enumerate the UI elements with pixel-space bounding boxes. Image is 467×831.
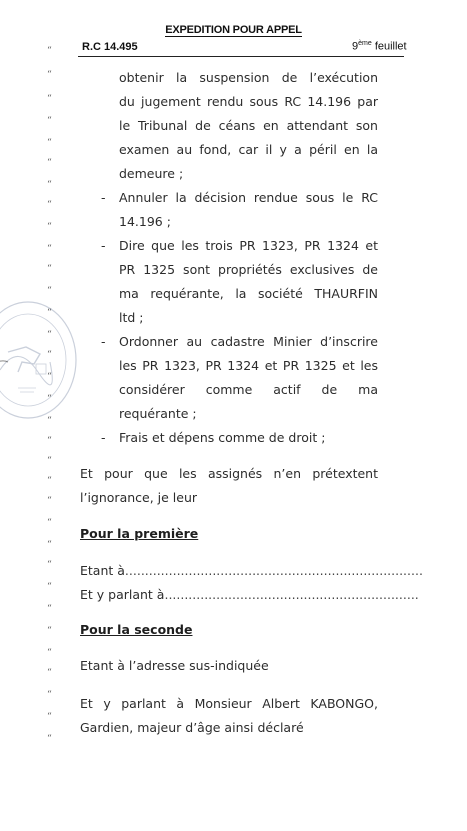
text-line: Et y parlant à Monsieur Albert KABONGO, bbox=[80, 696, 378, 711]
blank-dots: ................................................................ bbox=[164, 587, 419, 602]
ditto-mark: ‘‘ bbox=[47, 286, 51, 296]
text-line: les PR 1323, PR 1324 et PR 1325 et les bbox=[119, 358, 378, 373]
ditto-mark: ‘‘ bbox=[47, 690, 51, 700]
text-line: ltd ; bbox=[119, 310, 144, 325]
ditto-mark: ‘‘ bbox=[47, 180, 51, 190]
ditto-mark: ‘‘ bbox=[47, 94, 51, 104]
bullet-dash: - bbox=[101, 238, 106, 253]
ditto-mark: ‘‘ bbox=[47, 138, 51, 148]
ditto-mark: ‘‘ bbox=[47, 560, 51, 570]
document-title bbox=[0, 24, 467, 36]
text-line: PR 1325 sont propriétés exclusives de bbox=[119, 262, 378, 277]
ditto-mark: ‘‘ bbox=[47, 436, 51, 446]
ditto-mark: ‘‘ bbox=[47, 116, 51, 126]
ditto-mark: ‘‘ bbox=[47, 70, 51, 80]
address-label: Etant à bbox=[80, 563, 125, 578]
text-line: obtenir la suspension de l’exécution bbox=[119, 70, 378, 85]
sheet-number-value: 9 bbox=[352, 40, 359, 53]
ditto-mark: ‘‘ bbox=[47, 394, 51, 404]
ditto-mark: ‘‘ bbox=[47, 518, 51, 528]
header-rule bbox=[78, 56, 404, 57]
sheet-number bbox=[352, 40, 407, 53]
case-number: R.C 14.495 bbox=[82, 41, 138, 53]
ditto-mark: ‘‘ bbox=[47, 456, 51, 466]
text-line: 14.196 ; bbox=[119, 214, 171, 229]
text-line: le Tribunal de céans en attendant son bbox=[119, 118, 378, 133]
ditto-mark: ‘‘ bbox=[47, 582, 51, 592]
ditto-mark: ‘‘ bbox=[47, 540, 51, 550]
ditto-mark: ‘‘ bbox=[47, 626, 51, 636]
sheet-number-word: feuillet bbox=[374, 40, 407, 53]
recipient-label: Et y parlant à bbox=[80, 587, 165, 602]
text-line: Et pour que les assignés n’en prétextent bbox=[80, 466, 378, 481]
address-line bbox=[80, 563, 423, 579]
ditto-mark: ‘‘ bbox=[47, 668, 51, 678]
bullet-dash: - bbox=[101, 334, 106, 349]
sheet-number-suffix: ème bbox=[358, 40, 372, 47]
ditto-mark: ‘‘ bbox=[47, 350, 51, 360]
text-line: considérer comme actif de ma bbox=[119, 382, 378, 397]
official-stamp bbox=[0, 292, 98, 427]
section-title-first: Pour la première bbox=[80, 526, 199, 541]
ditto-mark: ‘‘ bbox=[47, 372, 51, 382]
ditto-mark: ‘‘ bbox=[47, 264, 51, 274]
bullet-dash: - bbox=[101, 430, 106, 445]
ditto-mark: ‘‘ bbox=[47, 222, 51, 232]
ditto-mark: ‘‘ bbox=[47, 496, 51, 506]
ditto-mark: ‘‘ bbox=[47, 244, 51, 254]
ditto-mark: ‘‘ bbox=[47, 476, 51, 486]
bullet-dash: - bbox=[101, 190, 106, 205]
text-line: ma requérante, la société THAURFIN bbox=[119, 286, 378, 301]
blank-dots: ........................................................................... bbox=[124, 563, 423, 578]
text-line: Ordonner au cadastre Minier d’inscrire bbox=[119, 334, 378, 349]
text-line: Frais et dépens comme de droit ; bbox=[119, 430, 326, 445]
ditto-mark: ‘‘ bbox=[47, 200, 51, 210]
text-line: Annuler la décision rendue sous le RC bbox=[119, 190, 378, 205]
document-title-text: EXPEDITION POUR APPEL bbox=[165, 24, 302, 36]
text-line: Dire que les trois PR 1323, PR 1324 et bbox=[119, 238, 378, 253]
section-title-second: Pour la seconde bbox=[80, 622, 193, 637]
text-line: du jugement rendu sous RC 14.196 par bbox=[119, 94, 378, 109]
ditto-mark: ‘‘ bbox=[47, 416, 51, 426]
text-line: Gardien, majeur d’âge ainsi déclaré bbox=[80, 720, 304, 735]
ditto-mark: ‘‘ bbox=[47, 712, 51, 722]
text-line: requérante ; bbox=[119, 406, 197, 421]
ditto-mark: ‘‘ bbox=[47, 46, 51, 56]
ditto-mark: ‘‘ bbox=[47, 734, 51, 744]
ditto-mark: ‘‘ bbox=[47, 330, 51, 340]
ditto-mark: ‘‘ bbox=[47, 158, 51, 168]
ditto-mark: ‘‘ bbox=[47, 308, 51, 318]
ditto-mark: ‘‘ bbox=[47, 604, 51, 614]
recipient-line bbox=[80, 587, 419, 603]
text-line: Etant à l’adresse sus-indiquée bbox=[80, 658, 269, 673]
text-line: examen au fond, car il y a péril en la bbox=[119, 142, 378, 157]
text-line: l’ignorance, je leur bbox=[80, 490, 198, 505]
ditto-mark: ‘‘ bbox=[47, 648, 51, 658]
text-line: demeure ; bbox=[119, 166, 184, 181]
